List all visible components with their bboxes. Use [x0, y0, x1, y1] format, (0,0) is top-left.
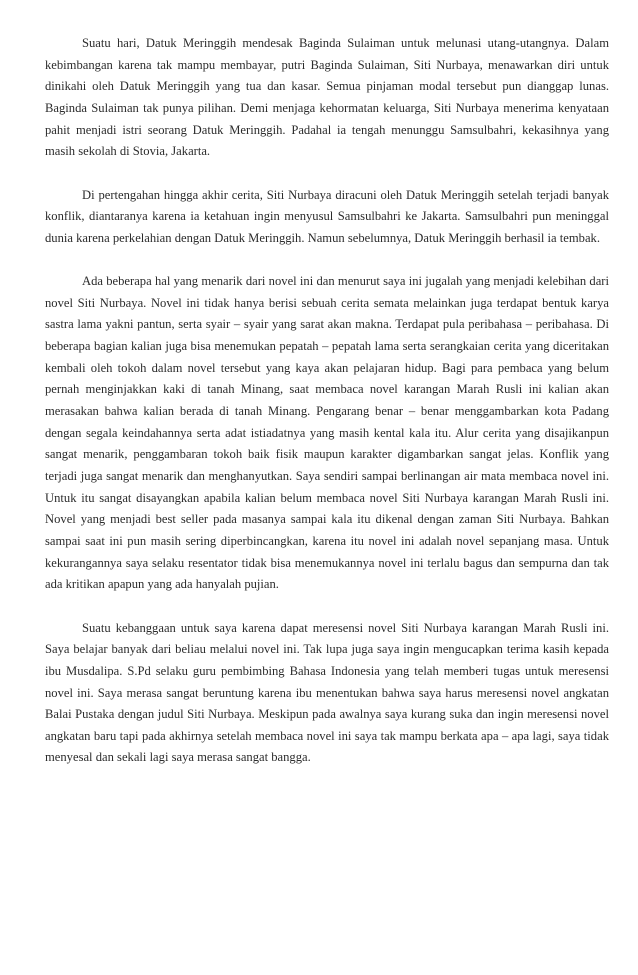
paragraph-4: Suatu kebanggaan untuk saya karena dapat meresensi novel Siti Nurbaya karangan Marah Rusli ini. Saya belajar banyak dari beliau melalui novel ini. Tak lupa juga saya ingin mengucapkan terima kasih kepada ibu Musdalipa. S.Pd selaku guru pembimbing Bahasa Indonesia yang telah memberi tugas untuk meresensi novel ini. Saya merasa sangat beruntung karena ibu menentukan bahwa saya harus meresensi novel angkatan Balai Pustaka dengan judul Siti Nurbaya. Meskipun pada awalnya saya kurang suka dan ingin meresensi novel angkatan baru tapi pada akhirnya setelah membaca novel ini saya tak mampu berkata apa – apa lagi, saya tidak menyesal dan sekali lagi saya merasa sangat bangga.: [45, 620, 609, 765]
paragraph-3: Ada beberapa hal yang menarik dari novel ini dan menurut saya ini jugalah yang menjadi kelebihan dari novel Siti Nurbaya. Novel ini tidak hanya berisi sebuah cerita semata melainkan juga terdapat bentuk karya sastra lama yakni pantun, serta syair – syair yang sarat akan makna. Terdapat pula peribahasa – peribahasa. Di beberapa bagian kalian juga bisa menemukan pepatah – pepatah lama serta serangkaian cerita yang diceritakan kembali oleh tokoh dalam novel tersebut yang kaya akan pelajaran hidup. Bagi para pembaca yang belum pernah menginjakkan kaki di tanah Minang, saat membaca novel karangan Marah Rusli ini kalian akan merasakan bahwa kalian berada di tanah Minang. Pengarang benar – benar menggambarkan kota Padang dengan segala keindahannya serta adat istiadatnya yang masih kental kala itu. Alur cerita yang disajikanpun sangat menarik, penggambaran tokoh baik fisik maupun karakter digambarkan sangat jelas. Konflik yang terjadi juga sangat menarik dan menghanyutkan. Saya sendiri sampai berlinangan air mata membaca novel ini. Untuk itu sangat disayangkan apabila kalian belum membaca novel Siti Nurbaya karangan Marah Rusli ini. Novel yang menjadi best seller pada masanya sampai kala itu dikenal dengan zaman Siti Nurbaya. Bahkan sampai saat ini pun masih sering diperbincangkan, karena itu novel ini adalah novel sepanjang masa. Untuk kekurangannya saya selaku resentator tidak bisa menemukannya novel ini terlalu bagus dan sempurna dan tak ada kritikan apapun yang ada hanyalah pujian.: [45, 274, 609, 592]
paragraph-1: Suatu hari, Datuk Meringgih mendesak Baginda Sulaiman untuk melunasi utang-utangnya. Dalam kebimbangan karena tak mampu membayar, putri Baginda Sulaiman, Siti Nurbaya, menawarkan diri untuk dinikahi oleh Datuk Meringgih yang tua dan kasar. Semua pinjaman modal tersebut pun dianggap lunas. Baginda Sulaiman tak punya pilihan. Demi menjaga kehormatan keluarga, Siti Nurbaya menerima kenyataan pahit menjadi istri seorang Datuk Meringgih. Padahal ia tengah menunggu Samsulbahri, kekasihnya yang masih sekolah di Stovia, Jakarta.: [45, 36, 609, 159]
document-page: [45, 33, 609, 791]
paragraph-2: Di pertengahan hingga akhir cerita, Siti Nurbaya diracuni oleh Datuk Meringgih setelah terjadi banyak konflik, diantaranya karena ia ketahuan ingin menyusul Samsulbahri ke Jakarta. Samsulbahri pun meninggal dunia karena perkelahian dengan Datuk Meringgih. Namun sebelumnya, Datuk Meringgih berhasil ia tembak.: [45, 187, 609, 245]
